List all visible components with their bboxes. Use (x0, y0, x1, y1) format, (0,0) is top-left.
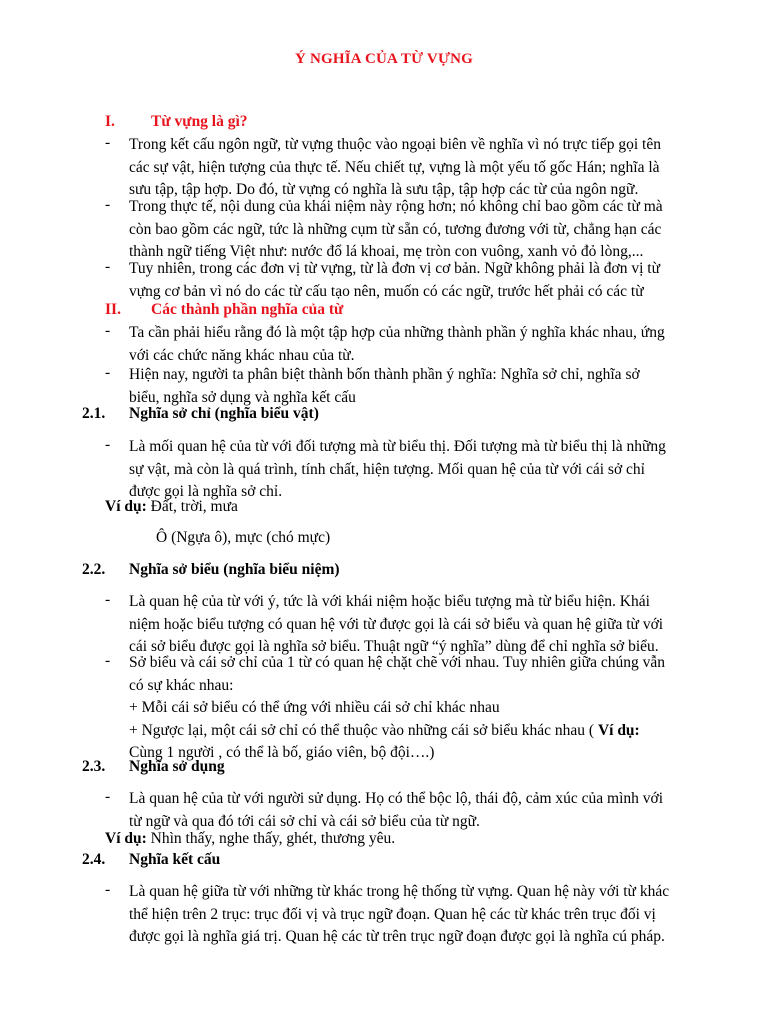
text-line (129, 720, 719, 743)
text-line: được gọi là nghĩa giá trị. Quan hệ các từ trên trục ngữ đoạn được gọi là nghĩa cú pháp. (129, 928, 665, 945)
subsection-title: Nghĩa sở chỉ (nghĩa biểu vật) (129, 405, 319, 422)
text-line: được gọi là nghĩa sở chỉ. (129, 483, 283, 500)
example-label: Ví dụ: (597, 721, 640, 739)
bullet-text (129, 591, 719, 659)
text-line: Là mối quan hệ của từ với đối tượng mà từ biểu thị. Đối tượng mà từ biểu thị là những (129, 438, 666, 455)
text-line: Cùng 1 người , có thể là bố, giáo viên, bộ đội….) (129, 744, 435, 761)
text-line: Trong kết cấu ngôn ngữ, từ vựng thuộc vào ngoại biên về nghĩa vì nó trực tiếp gọi tên (129, 136, 661, 153)
example-label: Ví dụ: (105, 498, 147, 515)
bullet-dash: - (105, 881, 111, 898)
text-run: + Ngược lại, một cái sở chỉ có thể thuộc vào những cái sở biểu khác nhau ( (129, 721, 598, 739)
bullet-dash: - (105, 652, 111, 669)
text-line: Hiện nay, người ta phân biệt thành bốn thành phần ý nghĩa: Nghĩa sở chỉ, nghĩa sở (129, 366, 640, 383)
example-text: Ô (Ngựa ô), mực (chó mực) (156, 529, 331, 546)
text-line: biểu, nghĩa sở dụng và nghĩa kết cấu (129, 388, 356, 406)
text-line: có sự khác nhau: (129, 676, 234, 694)
bullet-text (129, 364, 719, 409)
bullet-dash: - (105, 322, 111, 339)
bullet-dash: - (105, 258, 111, 275)
text-line: Ta cần phải hiểu rằng đó là một tập hợp của những thành phần ý nghĩa khác nhau, ứng (129, 324, 665, 341)
text-line: còn bao gồm các ngữ, tức là những cụm từ sẵn có, tương đương với từ, chẳng hạn các (129, 220, 662, 238)
example-text: Đất, trời, mưa (146, 498, 238, 515)
text-line: Là quan hệ của từ với người sử dụng. Họ có thể bộc lộ, thái độ, cảm xúc của mình với (129, 790, 664, 807)
bullet-dash: - (105, 436, 111, 453)
text-line: niệm hoặc biểu tượng có quan hệ với từ được gọi là cái sở biểu và quan hệ giữa từ với (129, 615, 664, 633)
subsection-number: 2.4. (82, 851, 106, 868)
subsection-title: Nghĩa kết cấu (129, 851, 221, 868)
bullet-text (129, 881, 719, 949)
text-line: thể hiện trên 2 trục: trục đối vị và trục ngữ đoạn. Quan hệ các từ khác trên trục đối vị (129, 905, 656, 923)
document-title: Ý NGHĨA CỦA TỪ VỰNG (295, 51, 473, 67)
bullet-text (129, 134, 719, 202)
text-line: Tuy nhiên, trong các đơn vị từ vựng, từ là đơn vị cơ bản. Ngữ không phải là đơn vị từ (129, 260, 660, 277)
section-title: Từ vựng là gì? (151, 113, 248, 130)
text-line: Là quan hệ giữa từ với những từ khác trong hệ thống từ vựng. Quan hệ này với từ khác (129, 883, 670, 900)
bullet-text (129, 436, 719, 504)
bullet-dash: - (105, 591, 111, 608)
text-line: Trong thực tế, nội dung của khái niệm này rộng hơn; nó không chỉ bao gồm các từ mà (129, 198, 663, 215)
section-title: Các thành phần nghĩa của từ (151, 301, 344, 318)
bullet-text (129, 322, 719, 367)
text-line: các sự vật, hiện tượng của thực tế. Nếu chiết tự, vựng là một yếu tố gốc Hán; nghĩa là (129, 158, 660, 176)
text-line: cái sở biểu được gọi là nghĩa sở biểu. Thuật ngữ “ý nghĩa” dùng để chỉ nghĩa sở biểu. (129, 638, 659, 655)
bullet-dash: - (105, 364, 111, 381)
subsection-title: Nghĩa sở biểu (nghĩa biểu niệm) (129, 561, 340, 578)
bullet-dash: - (105, 196, 111, 213)
subsection-number: 2.2. (82, 561, 106, 578)
text-line: + Mỗi cái sở biểu có thể ứng với nhiều cái sở chỉ khác nhau (129, 699, 500, 716)
bullet-text (129, 788, 719, 833)
text-line: Là quan hệ của từ với ý, tức là với khái niệm hoặc biểu tượng mà từ biểu hiện. Khái (129, 593, 650, 610)
text-line: thành ngữ tiếng Việt như: nước đổ lá khoai, mẹ tròn con vuông, xanh vỏ đỏ lòng,... (129, 243, 644, 260)
bullet-dash: - (105, 134, 111, 151)
bullet-text (129, 196, 719, 264)
bullet-text (129, 258, 719, 303)
text-line: từ ngữ và qua đó tới cái sở chỉ và cái sở biểu của từ ngữ. (129, 812, 480, 830)
text-line: vựng cơ bản vì nó do các từ cấu tạo nên, muốn có các ngữ, trước hết phải có các từ (129, 282, 644, 300)
subsection-title: Nghĩa sở dụng (129, 758, 225, 775)
subsection-number: 2.1. (82, 405, 106, 422)
section-number: I. (105, 113, 115, 130)
bullet-dash: - (105, 788, 111, 805)
subsection-number: 2.3. (82, 758, 106, 775)
example-text: Nhìn thấy, nghe thấy, ghét, thương yêu. (146, 830, 396, 847)
bullet-text (129, 652, 719, 765)
example-label: Ví dụ: (105, 830, 147, 847)
text-line: Sở biểu và cái sở chỉ của 1 từ có quan hệ chặt chẽ với nhau. Tuy nhiên giữa chúng vẫn (129, 654, 665, 671)
section-number: II. (105, 301, 121, 318)
text-line: với các chức năng khác nhau của từ. (129, 346, 355, 364)
text-line: sưu tập, tập hợp. Do đó, từ vựng có nghĩa là sưu tập, tập hợp các từ của ngôn ngữ. (129, 181, 639, 198)
text-line: sự vật, mà còn là quá trình, tính chất, hiện tượng. Mối quan hệ của từ với cái sở chỉ (129, 460, 645, 478)
